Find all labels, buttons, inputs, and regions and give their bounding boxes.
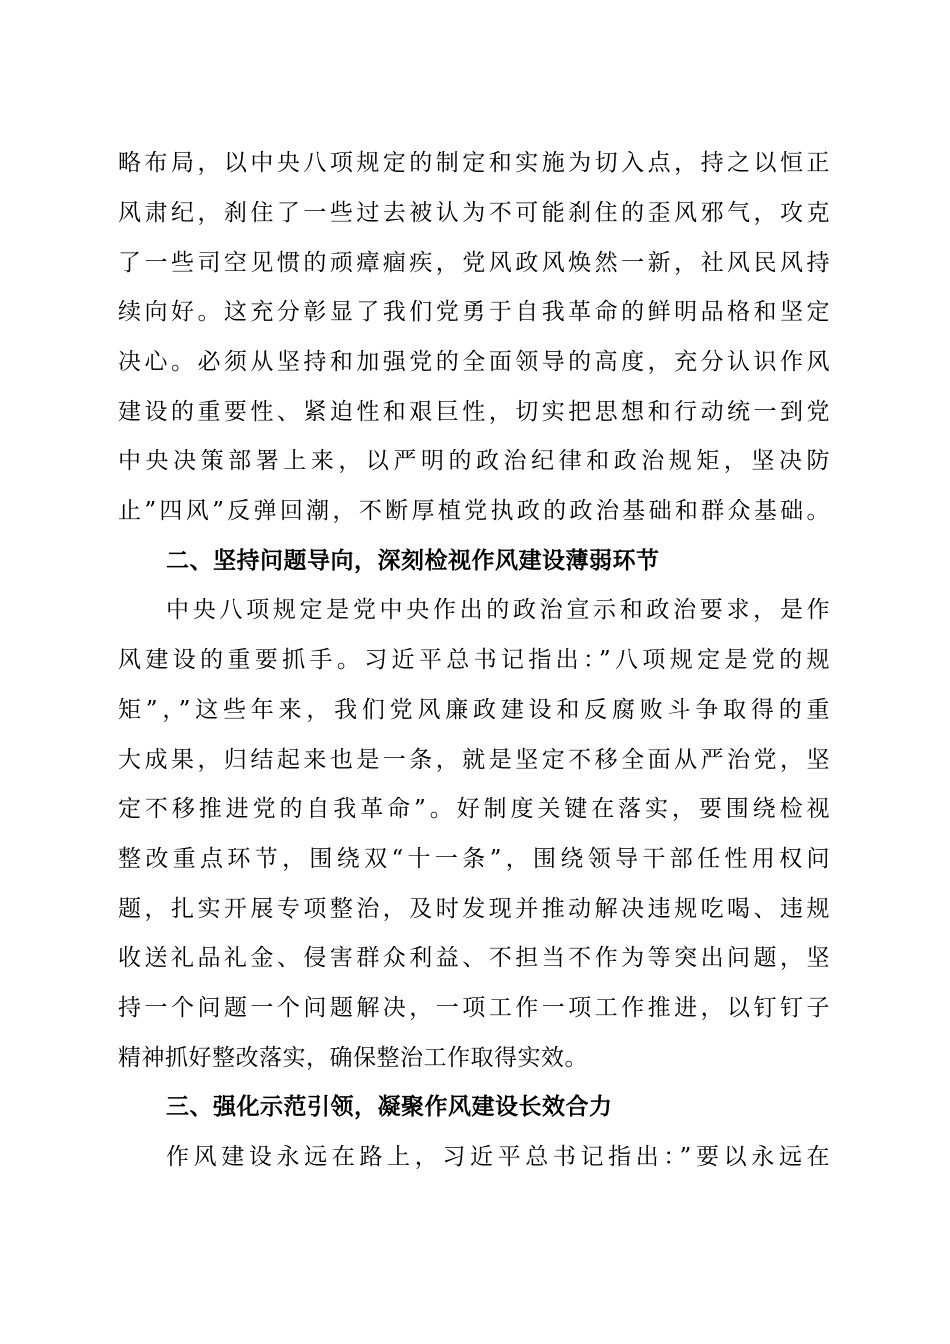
paragraph-line: 续向好。这充分彰显了我们党勇于自我革命的鲜明品格和坚定 — [118, 299, 830, 325]
paragraph-line: 收送礼品礼金、侵害群众利益、不担当不作为等突出问题，坚 — [118, 945, 830, 971]
section-heading: 三、强化示范引领，凝聚作风建设长效合力 — [166, 1094, 613, 1120]
paragraph-line: 中央八项规定是党中央作出的政治宣示和政治要求，是作 — [166, 597, 830, 623]
paragraph-line: 决心。必须从坚持和加强党的全面领导的高度，充分认识作风 — [118, 349, 830, 375]
paragraph-line: 精神抓好整改落实，确保整治工作取得实效。 — [118, 1045, 588, 1071]
paragraph-line: 整改重点环节，围绕双“十一条”，围绕领导干部任性用权问 — [118, 846, 830, 872]
paragraph-line: 风建设的重要抓手。习近平总书记指出：”八项规定是党的规 — [118, 647, 830, 673]
paragraph-line: 止”四风”反弹回潮，不断厚植党执政的政治基础和群众基础。 — [118, 498, 830, 524]
paragraph-line: 建设的重要性、紧迫性和艰巨性，切实把思想和行动统一到党 — [118, 399, 830, 425]
paragraph-line: 定不移推进党的自我革命”。好制度关键在落实，要围绕检视 — [118, 796, 830, 822]
section-heading: 二、坚持问题导向，深刻检视作风建设薄弱环节 — [166, 548, 660, 574]
paragraph-line: 中央决策部署上来，以严明的政治纪律和政治规矩，坚决防 — [118, 448, 830, 474]
paragraph-line: 略布局，以中央八项规定的制定和实施为切入点，持之以恒正 — [118, 150, 830, 176]
paragraph-line: 矩”，”这些年来，我们党风廉政建设和反腐败斗争取得的重 — [118, 697, 830, 723]
paragraph-line: 风肃纪，刹住了一些过去被认为不可能刹住的歪风邪气，攻克 — [118, 200, 830, 226]
paragraph-line: 作风建设永远在路上，习近平总书记指出：”要以永远在 — [166, 1144, 830, 1170]
paragraph-line: 大成果，归结起来也是一条，就是坚定不移全面从严治党，坚 — [118, 747, 830, 773]
paragraph-line: 持一个问题一个问题解决，一项工作一项工作推进，以钉钉子 — [118, 995, 830, 1021]
paragraph-line: 题，扎实开展专项整治，及时发现并推动解决违规吃喝、违规 — [118, 896, 830, 922]
paragraph-line: 了一些司空见惯的顽瘴痼疾，党风政风焕然一新，社风民风持 — [118, 250, 830, 276]
